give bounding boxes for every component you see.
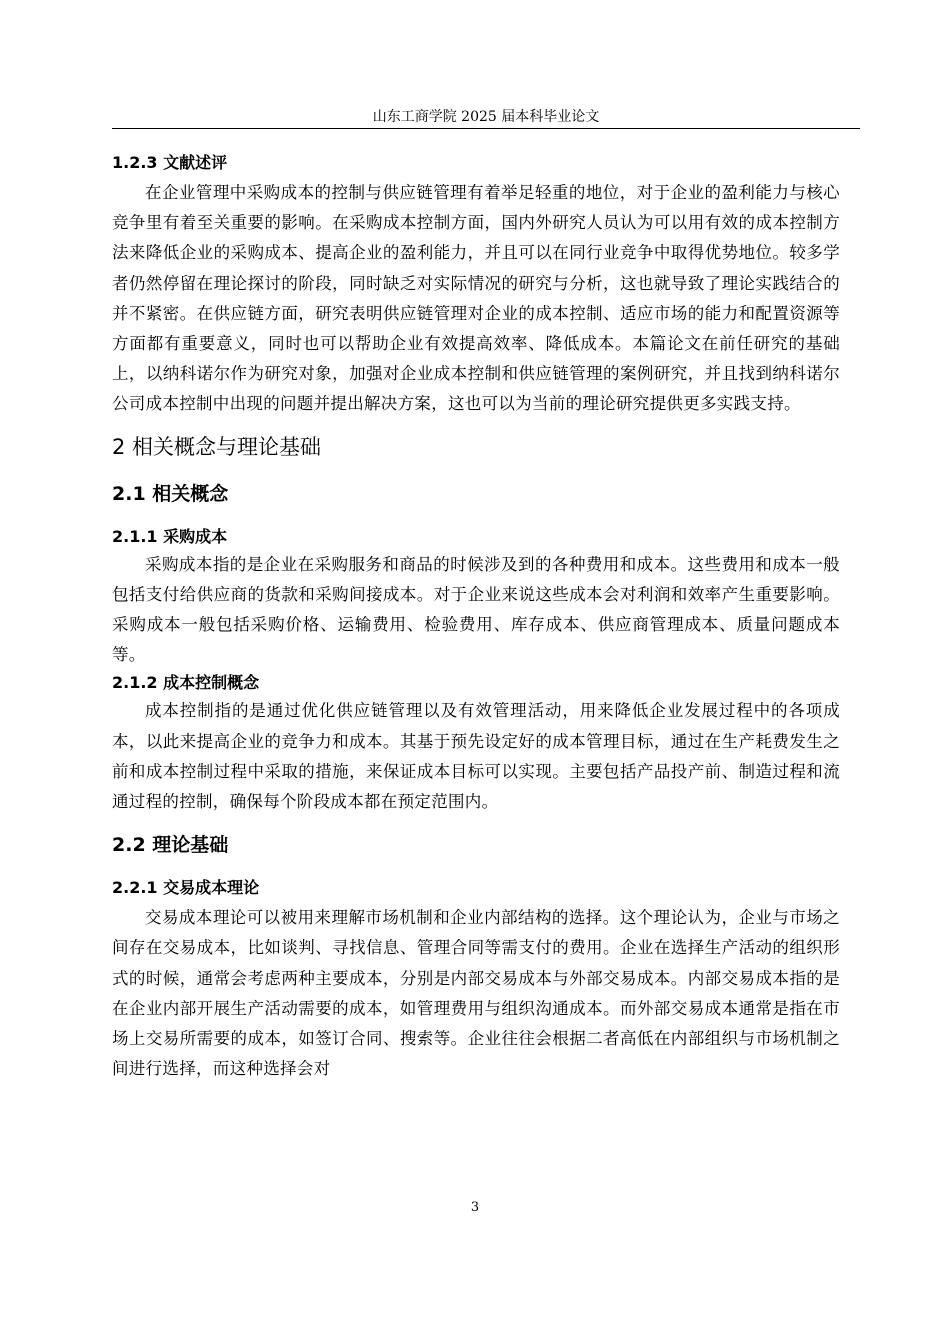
paragraph-procurement-cost: 采购成本指的是企业在采购服务和商品的时候涉及到的各种费用和成本。这些费用和成本一般包括支付给供应商的货款和采购间接成本。对于企业来说这些成本会对利润和效率产生重要影响。采购成本一般包括采购价格、运输费用、检验费用、库存成本、供应商管理成本、质量问题成本等。	[112, 554, 840, 665]
chapter-2-heading: 2 相关概念与理论基础	[112, 434, 322, 459]
paragraph-transaction-cost: 交易成本理论可以被用来理解市场机制和企业内部结构的选择。这个理论认为，企业与市场之间存在交易成本，比如谈判、寻找信息、管理合同等需支付的费用。企业在选择生产活动的组织形式的时候，通常会考虑两种主要成本，分别是内部交易成本与外部交易成本。内部交易成本指的是在企业内部开展生产活动需要的成本，如管理费用与组织沟通成本。而外部交易成本通常是指在市场上交易所需要的成本，如签订合同、搜索等。企业往往会根据二者高低在内部组织与市场机制之间进行选择，而这种选择会对	[112, 908, 840, 1079]
paragraph-literature-review: 在企业管理中采购成本的控制与供应链管理有着举足轻重的地位，对于企业的盈利能力与核心竞争里有着至关重要的影响。在采购成本控制方面，国内外研究人员认为可以用有效的成本控制方法来降低企业的采购成本、提高企业的盈利能力，并且可以在同行业竞争中取得优势地位。较多学者仍然停留在理论探讨的阶段，同时缺乏对实际情况的研究与分析，这也就导致了理论实践结合的并不紧密。在供应链方面，研究表明供应链管理对企业的成本控制、适应市场的能力和配置资源等方面都有重要意义，同时也可以帮助企业有效提高效率、降低成本。本篇论文在前任研究的基础上，以纳科诺尔作为研究对象，加强对企业成本控制和供应链管理的案例研究，并且找到纳科诺尔公司成本控制中出现的问题并提出解决方案，这也可以为当前的理论研究提供更多实践支持。	[112, 183, 840, 414]
heading-2-1-1: 2.1.1 采购成本	[112, 526, 228, 546]
heading-2-1-2: 2.1.2 成本控制概念	[112, 673, 260, 693]
page-number: 3	[470, 1200, 480, 1215]
heading-2-2: 2.2 理论基础	[112, 834, 229, 857]
heading-2-2-1: 2.2.1 交易成本理论	[112, 878, 260, 898]
heading-1-2-3: 1.2.3 文献述评	[112, 153, 228, 172]
paragraph-cost-control: 成本控制指的是通过优化供应链管理以及有效管理活动，用来降低企业发展过程中的各项成本，以此来提高企业的竞争力和成本。其基于预先设定好的成本管理目标，通过在生产耗费发生之前和成本控制过程中采取的措施，来保证成本目标可以实现。主要包括产品投产前、制造过程和流通过程的控制，确保每个阶段成本都在预定范围内。	[112, 701, 840, 812]
heading-2-1: 2.1 相关概念	[112, 482, 229, 505]
running-header: 山东工商学院 2025 届本科毕业论文	[372, 109, 600, 125]
page-body	[112, 152, 840, 1084]
header-rule	[112, 128, 860, 129]
